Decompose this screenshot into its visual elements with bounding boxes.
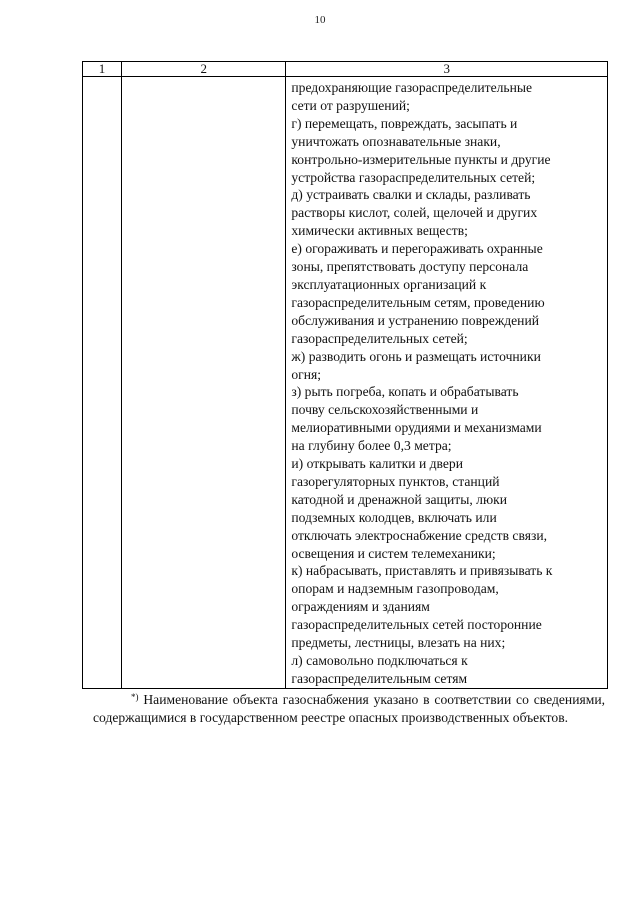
footnote [93, 691, 605, 727]
header-cell-3: 3 [286, 62, 608, 77]
header-cell-1: 1 [83, 62, 122, 77]
text-line: предохраняющие газораспределительные [291, 80, 533, 95]
text-line: отключать электроснабжение средств связи, [291, 527, 547, 543]
text-line: д) устраивать свалки и склады, разливать [291, 187, 531, 203]
table-cell-col1 [83, 77, 122, 689]
text-line: газораспределительным сетям, проведению [291, 294, 545, 310]
text-line: е) огораживать и перегораживать охранные [291, 241, 543, 257]
text-line: зоны, препятствовать доступу персонала [291, 259, 529, 275]
text-line: уничтожать опознавательные знаки, [291, 133, 501, 149]
prohibitions-list [286, 77, 607, 688]
text-line: газораспределительным сетям [291, 670, 468, 686]
table-cell-col3 [286, 77, 608, 689]
text-line: л) самовольно подключаться к [291, 653, 468, 668]
text-line: ж) разводить огонь и размещать источники [291, 348, 541, 364]
footnote-marker: *) [131, 692, 139, 702]
header-cell-2: 2 [122, 62, 286, 77]
text-line: опорам и надземным газопроводам, [291, 581, 499, 597]
table-row [83, 77, 608, 689]
document-table [82, 61, 608, 689]
text-line: огня; [291, 366, 322, 382]
text-line: подземных колодцев, включать или [291, 509, 497, 525]
text-line: обслуживания и устранению повреждений [291, 312, 540, 328]
text-line: газорегуляторных пунктов, станций [291, 473, 500, 489]
page-number: 10 [314, 14, 326, 26]
text-line: сети от разрушений; [291, 97, 410, 113]
text-line: освещения и систем телемеханики; [291, 545, 496, 561]
footnote-text: Наименование объекта газоснабжения указано в соответствии со сведениями, содержащимися в государственном реестре опасных производственных объектов. [93, 692, 605, 725]
text-line: устройства газораспределительных сетей; [291, 169, 536, 185]
text-line: контрольно-измерительные пункты и другие [291, 151, 551, 167]
table-cell-col2 [122, 77, 286, 689]
text-line: и) открывать калитки и двери [291, 456, 463, 472]
text-line: мелиоративными орудиями и механизмами [291, 420, 542, 436]
text-line: на глубину более 0,3 метра; [291, 438, 452, 454]
text-line: химически активных веществ; [291, 223, 468, 239]
table-header-row [83, 62, 608, 77]
text-line: з) рыть погреба, копать и обрабатывать [291, 384, 519, 400]
text-line: ограждениям и зданиям [291, 599, 430, 615]
text-line: к) набрасывать, приставлять и привязывать к [291, 563, 553, 579]
text-line: катодной и дренажной защиты, люки [291, 491, 507, 507]
text-line: почву сельскохозяйственными и [291, 402, 479, 418]
text-line: газораспределительных сетей; [291, 330, 468, 346]
text-line: предметы, лестницы, влезать на них; [291, 635, 506, 651]
text-line: г) перемещать, повреждать, засыпать и [291, 115, 518, 131]
text-line: растворы кислот, солей, щелочей и других [291, 205, 538, 221]
text-line: газораспределительных сетей посторонние [291, 617, 542, 633]
text-line: эксплуатационных организаций к [291, 276, 487, 292]
